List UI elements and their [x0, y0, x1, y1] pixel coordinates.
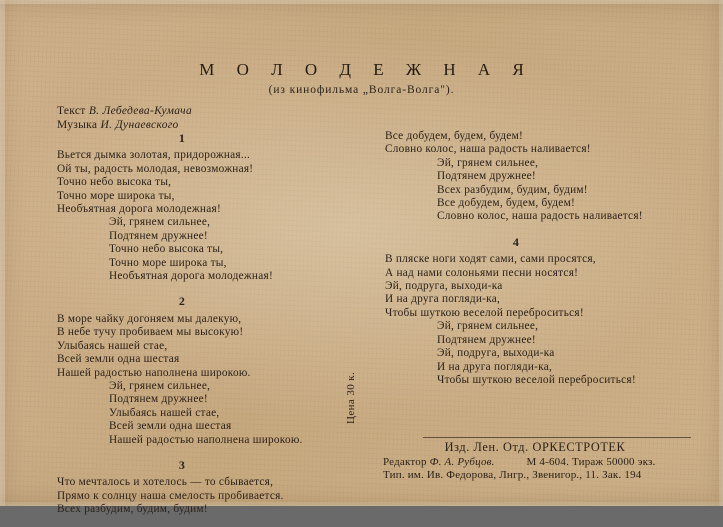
refrain-line: Словно колос, наша радость наливается! — [437, 210, 643, 223]
refrain-line: Все добудем, будем, будем! — [437, 197, 575, 210]
verse-line: Ой ты, радость молодая, невозможная! — [57, 162, 254, 175]
credits-block — [57, 104, 192, 132]
refrain-line: Подтянем дружнее! — [109, 393, 208, 406]
lyrics-credit-label: Текст — [57, 105, 86, 117]
verse-line: Словно колос, наша радость наливается! — [385, 143, 591, 156]
refrain-line: Точно море широка ты, — [109, 256, 227, 269]
verse-1 — [57, 132, 357, 283]
lyrics-column-left — [57, 132, 357, 527]
imprint-block — [383, 437, 693, 483]
verse-number: 2 — [178, 294, 186, 309]
lyrics-column-right — [385, 130, 705, 399]
editor-label: Редактор — [383, 455, 427, 468]
verse-line: Все добудем, будем, будем! — [385, 130, 523, 142]
verse-line: Улыбаясь нашей стае, — [57, 339, 168, 352]
verse-line: Прямо к солнцу наша смелость пробивается. — [57, 489, 284, 502]
verse-3-part-1 — [57, 459, 357, 517]
verse-3-part-2 — [385, 130, 705, 224]
verse-4 — [385, 236, 705, 387]
refrain-line: Эй, грянем сильнее, — [109, 379, 211, 392]
refrain-line: Эй, грянем сильнее, — [109, 216, 211, 229]
verse-line: Необъятная дорога молодежная! — [57, 203, 221, 216]
refrain-line: Точно небо высока ты, — [109, 243, 224, 256]
music-credit-author: И. Дунаевского — [100, 119, 179, 131]
verse-line: В пляске ноги ходят сами, сами просятся, — [385, 253, 596, 266]
refrain-line: Чтобы шуткою веселой переброситься! — [437, 373, 636, 386]
refrain-line: Нашей радостью наполнена широкою. — [109, 433, 303, 446]
verse-line: Что мечталось и хотелось — то сбывается, — [57, 476, 274, 489]
refrain-line: Всей земли одна шестая — [109, 420, 232, 433]
editor-name: Ф. А. Рубцов. — [429, 455, 495, 468]
refrain-line: Подтянем дружнее! — [437, 170, 536, 183]
catalog-number: М 4-604. Тираж 50000 экз. — [526, 455, 656, 468]
refrain-line: Эй, подруга, выходи-ка — [437, 347, 555, 360]
verse-line: Всей земли одна шестая — [57, 353, 180, 366]
refrain-line: Эй, грянем сильнее, — [437, 156, 539, 169]
refrain-line: Эй, грянем сильнее, — [437, 320, 539, 333]
lyrics-credit — [57, 104, 192, 118]
refrain-line: Подтянем дружнее! — [437, 333, 536, 346]
refrain-line: Необъятная дорога молодежная! — [109, 270, 273, 283]
verse-line: Точно небо высока ты, — [57, 176, 172, 189]
verse-line: В небе тучу пробиваем мы высокую! — [57, 326, 244, 339]
verse-line: Вьется дымка золотая, придорожная... — [57, 149, 251, 162]
printer-line: Тип. им. Ив. Федорова, Лнгр., Звенигор., 11. Зак. 194 — [383, 469, 642, 482]
publisher-line — [383, 441, 693, 456]
verse-line: Чтобы шуткою веселой переброситься! — [385, 306, 584, 319]
verse-2 — [57, 295, 357, 446]
refrain-line: Улыбаясь нашей стае, — [109, 406, 220, 419]
refrain-line: И на друга погляди-ка, — [437, 360, 553, 373]
verse-number: 1 — [178, 131, 186, 145]
verse-number: 4 — [512, 234, 520, 249]
refrain-line: Подтянем дружнее! — [109, 229, 208, 242]
verse-line: И на друга погляди-ка, — [385, 293, 501, 306]
editor-line — [383, 456, 693, 470]
verse-line: Точно море широка ты, — [57, 189, 175, 202]
lyrics-credit-author: В. Лебедева-Кумача — [88, 105, 193, 117]
refrain-line: Всех разбудим, будим, будим! — [437, 183, 588, 196]
price-label: Цена 30 к. — [345, 371, 357, 424]
music-credit — [57, 118, 192, 132]
music-credit-label: Музыка — [57, 119, 98, 131]
verse-line: А над нами солоньями песни носятся! — [385, 266, 579, 279]
verse-line: Нашей радостью наполнена широкою. — [57, 366, 251, 379]
verse-line: Эй, подруга, выходи-ка — [385, 280, 503, 293]
song-title: М О Л О Д Е Ж Н А Я — [199, 60, 533, 79]
paper-edge-top — [0, 0, 723, 4]
verse-line: Всех разбудим, будим, будим! — [57, 503, 208, 516]
publisher-name: Изд. Лен. Отд. ОРКЕСТРОТЕК — [444, 440, 626, 454]
verse-line: В море чайку догоняем мы далекую, — [57, 312, 242, 325]
verse-number: 3 — [178, 457, 186, 472]
song-subtitle: (из кинофильма „Волга-Волга"). — [268, 84, 455, 96]
imprint-divider — [423, 437, 691, 438]
